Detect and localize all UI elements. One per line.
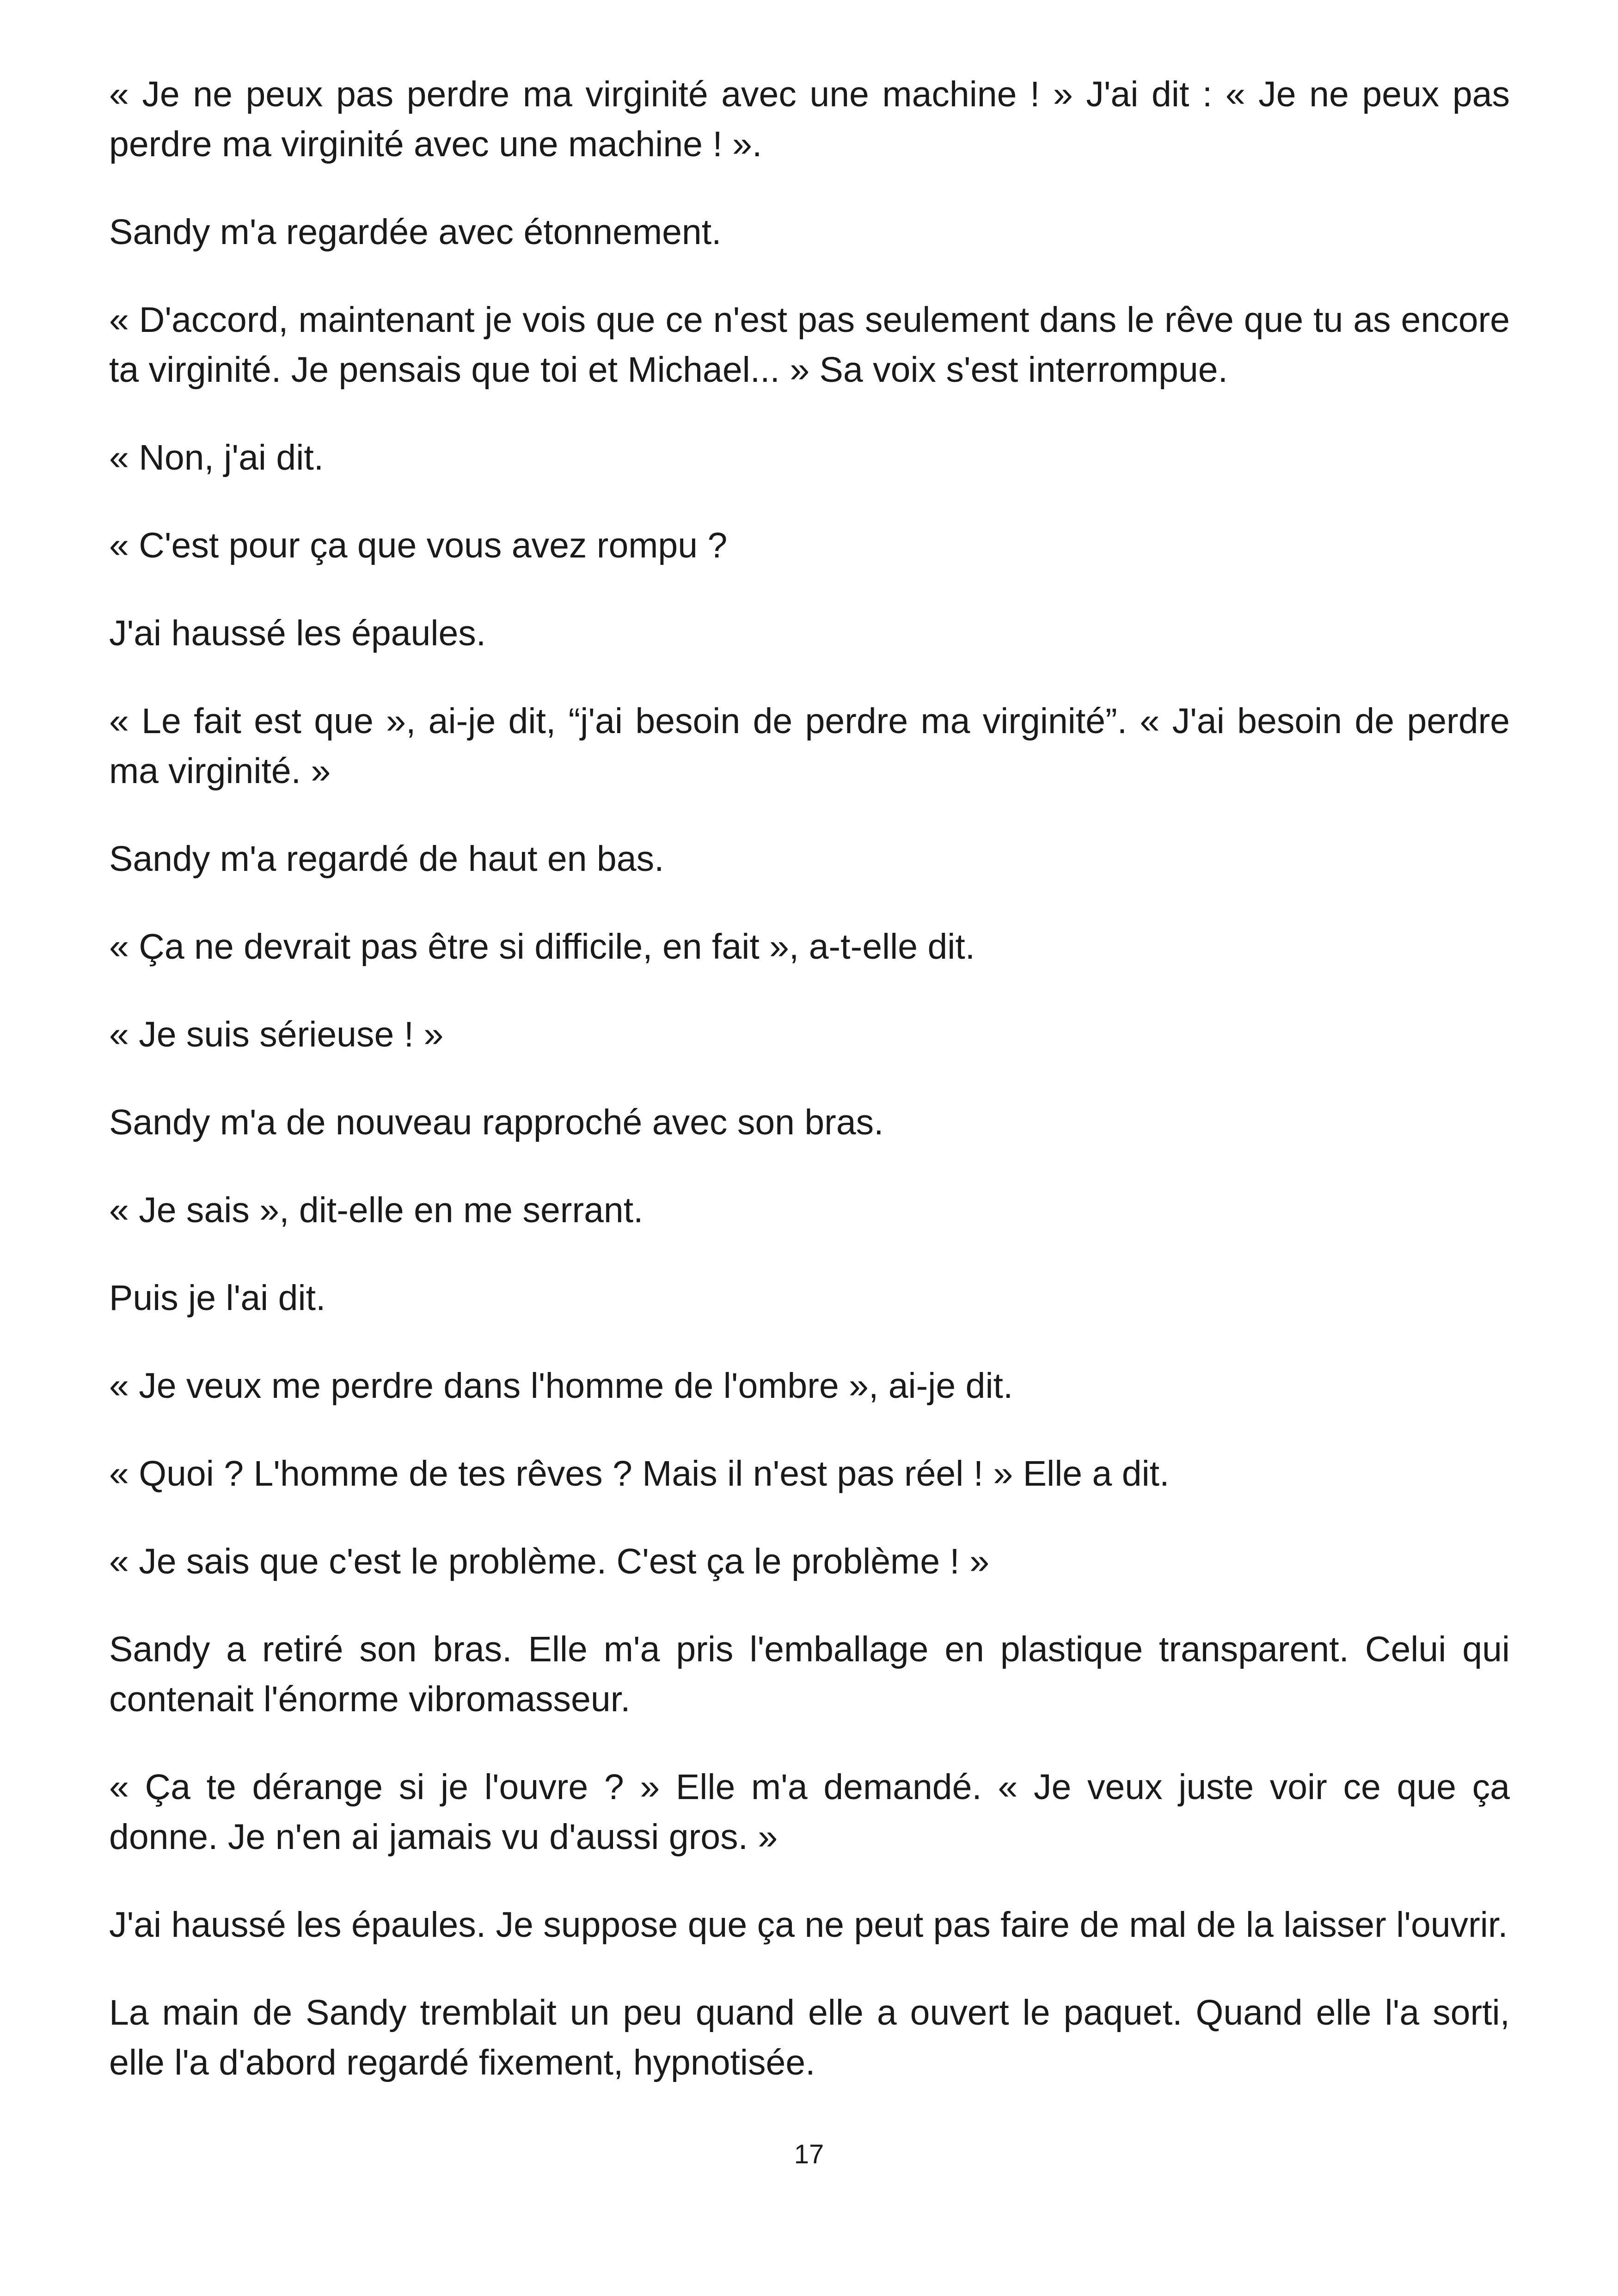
paragraph-17: Sandy a retiré son bras. Elle m'a pris l'emballage en plastique transparent. Celui qui contenait l'énorme vibromasseur. bbox=[109, 1629, 1510, 1719]
paragraph-19: J'ai haussé les épaules. Je suppose que ça ne peut pas faire de mal de la laisser l'ouvrir. bbox=[109, 1905, 1508, 1945]
paragraph-5: « C'est pour ça que vous avez rompu ? bbox=[109, 526, 728, 565]
paragraph-14: « Je veux me perdre dans l'homme de l'ombre », ai-je dit. bbox=[109, 1366, 1013, 1406]
paragraph-12: « Je sais », dit-elle en me serrant. bbox=[109, 1190, 644, 1230]
paragraph-20: La main de Sandy tremblait un peu quand elle a ouvert le paquet. Quand elle l'a sorti, elle l'a d'abord regardé fixement, hypnotisée. bbox=[109, 1993, 1510, 2082]
paragraph-4: « Non, j'ai dit. bbox=[109, 438, 324, 478]
paragraph-16: « Je sais que c'est le problème. C'est ça le problème ! » bbox=[109, 1542, 990, 1581]
paragraph-15: « Quoi ? L'homme de tes rêves ? Mais il n'est pas réel ! » Elle a dit. bbox=[109, 1454, 1170, 1494]
paragraph-9: « Ça ne devrait pas être si difficile, en fait », a-t-elle dit. bbox=[109, 927, 975, 967]
paragraph-18: « Ça te dérange si je l'ouvre ? » Elle m'a demandé. « Je veux juste voir ce que ça donne. Je n'en ai jamais vu d'aussi gros. » bbox=[109, 1767, 1510, 1857]
paragraph-13: Puis je l'ai dit. bbox=[109, 1278, 326, 1318]
paragraph-3: « D'accord, maintenant je vois que ce n'est pas seulement dans le rêve que tu as encore ta virginité. Je pensais que toi et Michael... » Sa voix s'est interrompue. bbox=[109, 300, 1510, 390]
page-number: 17 bbox=[794, 2139, 824, 2169]
paragraph-2: Sandy m'a regardée avec étonnement. bbox=[109, 212, 722, 252]
paragraph-11: Sandy m'a de nouveau rapproché avec son bras. bbox=[109, 1102, 884, 1142]
body-text bbox=[109, 69, 1510, 2125]
paragraph-7: « Le fait est que », ai-je dit, “j'ai besoin de perdre ma virginité”. « J'ai besoin de perdre ma virginité. » bbox=[109, 701, 1510, 791]
paragraph-8: Sandy m'a regardé de haut en bas. bbox=[109, 839, 664, 879]
paragraph-10: « Je suis sérieuse ! » bbox=[109, 1015, 444, 1054]
paragraph-6: J'ai haussé les épaules. bbox=[109, 613, 486, 653]
paragraph-1: « Je ne peux pas perdre ma virginité avec une machine ! » J'ai dit : « Je ne peux pas perdre ma virginité avec une machine ! ». bbox=[109, 74, 1510, 164]
